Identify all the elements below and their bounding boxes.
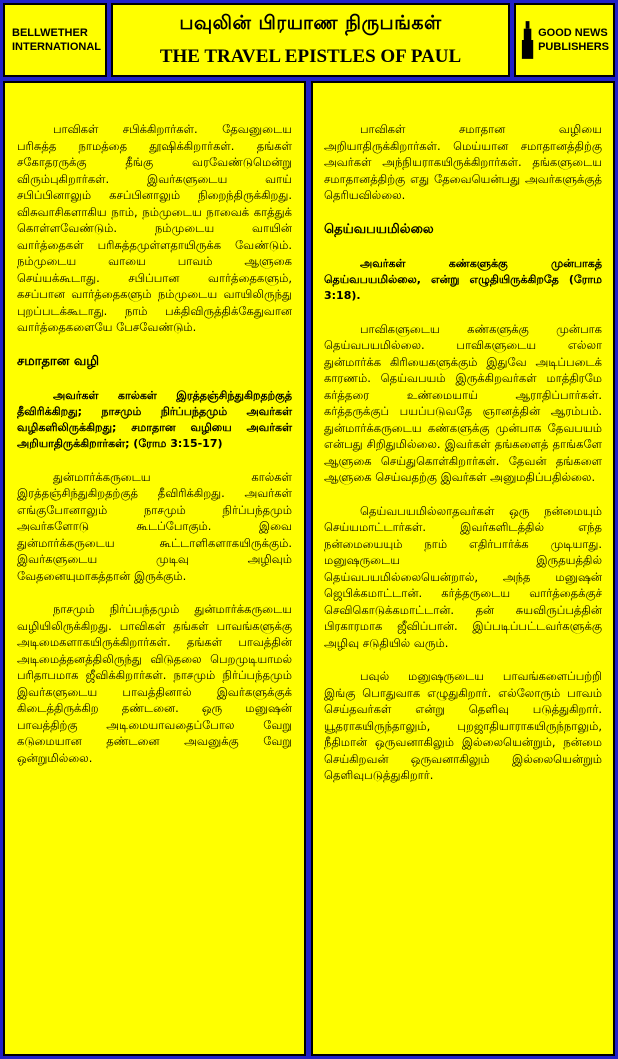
left-column xyxy=(3,81,306,1056)
page-header xyxy=(111,3,510,77)
bellwether-logo xyxy=(3,3,107,77)
right-para-4: பவுல் மனுஷருடைய பாவங்களைப்பற்றி இங்கு பொதுவாக எழுதுகிறார். எல்லோரும் பாவம் செய்தவர்கள் என்று தெளிவு படுத்துகிறார். யூதராகயிருந்தாலும், புறஜாதியாராகயிருந்நாலும், நீதிமான் ஒருவனாகிலும் இல்லையென்றும், நன்மை செய்கிறவன் ஒருவனாகிலும் இல்லையென்றும் தெளிவுபடுத்துகிறார். xyxy=(324,669,602,782)
left-heading: சமாதான வழி xyxy=(17,353,100,369)
right-para-3: தெய்வபயமில்லாதவர்கள் ஒரு நன்மையும் செய்யமாட்டார்கள். இவர்களிடத்தில் எந்த நன்மையையும் நாம் எதிர்பார்க்க முடியாது. மனுஷருடைய இருதயத்தில் தெய்வபயமில்லையென்றால், அந்த மனுஷன் ஜெபிக்கமாட்டான். கர்த்தருடைய வார்த்தைக்குச் செவிகொடுக்கமாட்டான். தன் சுயவிருப்பத்தின் பிரகாரமாக ஜீவிப்பான். இப்படிப்பட்டவர்களுக்கு அழிவு சடுதியில் வரும். xyxy=(324,503,602,650)
title-english: THE TRAVEL EPISTLES OF PAUL xyxy=(159,46,462,67)
left-verse: அவர்கள் கால்கள் இரத்தஞ்சிந்துகிறதற்குத் தீவிரிக்கிறது; நாசமும் நிர்ப்பந்தமும் அவர்கள் வழிகளிலிருக்கிறது; சமாதான வழியை அவர்கள் அறியாதிருக்கிறார்கள்; (ரோம 3:15-17) xyxy=(17,388,292,450)
logo-right-line2: PUBLISHERS xyxy=(538,41,609,53)
logo-right-line1: GOOD NEWS xyxy=(538,27,608,39)
title-tamil: பவுலின் பிரயாண நிருபங்கள் xyxy=(179,12,442,34)
left-para-1: பாவிகள் சபிக்கிறார்கள். தேவனுடைய பரிசுத்த நாமத்தை தூஷிக்கிறார்கள். தங்கள் சகோதரருக்கு தீங்கு வரவேண்டுமென்று விரும்புகிறார்கள். இவர்களுடைய வாய் சபிப்பினாலும் கசப்பினாலும் நிறைந்திருக்கிறது. விசுவாசிகளாகிய நாம், நம்முடைய நாவைக் காத்துக் கொள்ளவேண்டும். நம்முடைய வாயின் வார்த்தைகள் பரிசுத்தமுள்ளதாயிருக்க வேண்டும். நம்முடைய வாயை பாவம் ஆளுகை செய்யக்கூடாது. சபிப்பான வார்த்தைகளும், கசப்பான வார்த்தைகளும் நம்முடைய வாயிலிருந்து புறப்படக்கூடாது. நாம் பக்திவிருத்திக்கேதுவான வார்த்தைகளையே பேசவேண்டும். xyxy=(17,122,292,334)
right-verse: அவர்கள் கண்களுக்கு முன்பாகத் தெய்வபயமில்லை, என்று எழுதியிருக்கிறதே (ரோம 3:18). xyxy=(324,256,602,302)
left-para-3: நாசமும் நிர்ப்பந்தமும் துன்மார்க்கருடைய வழியிலிருக்கிறது. பாவிகள் தங்கள் பாவங்களுக்கு அடிமைகளாகயிருக்கிறார்கள். தங்கள் பாவத்தின் அடிமைத்தனத்திலிருந்து விடுதலை பெறமுடியாமல் பரிதாபமாக ஜீவிக்கிறார்கள். நாசமும் நிர்ப்பந்தமும் இவர்களுடைய பாவத்தினால் இவர்களுக்குக் கிடைத்திருக்கிற தண்டனை. ஒரு மனுஷன் பாவத்திற்கு அடிமையாவதைப்போல வேறு கடுமையான தண்டனை அவனுக்கு வேறு ஒன்றுமில்லை. xyxy=(17,602,292,765)
logo-left-line2: INTERNATIONAL xyxy=(12,41,102,53)
right-para-2: பாவிகளுடைய கண்களுக்கு முன்பாக தெய்வபயமில்லை. பாவிகளுடைய எல்லா துன்மார்க்க கிரியைகளுக்கும் இதுவே அடிப்படைக் காரணம். தெய்வபயம் இருக்கிறவர்கள் மாத்திரமே கர்த்தரை உண்மையாய் ஆராதிப்பார்கள். கர்த்தருக்குப் பயப்படுவதே ஞானத்தின் ஆரம்பம். துன்மார்க்கருடைய கண்களுக்கு முன்பாக தேவபயம் என்பது சிறிதுமில்லை. இவர்கள் தங்களைத் தாங்களே ஆளுகை செய்துகொள்கிறார்கள். தேவன் தங்களை ஆளுகை செய்வதற்கு இவர்கள் அனுமதிப்பதில்லை. xyxy=(324,321,602,484)
left-para-2: துன்மார்க்கருடைய கால்கள் இரத்தஞ்சிந்துகிறதற்குத் தீவிரிக்கிறது. அவர்கள் எங்குபோனாலும் நாசமும் நிர்ப்பந்தமும் அவர்களோடு கூடப்போகும். இவை துன்மார்க்கருடைய கூட்டாளிகளாகயிருக்கும். இவர்களுடைய முடிவு அழிவும் வேதனையுமாகத்தான் இருக்கும். xyxy=(17,469,292,583)
tower-icon xyxy=(520,20,535,60)
right-para-1: பாவிகள் சமாதான வழியை அறியாதிருக்கிறார்கள். மெய்யான சமாதானத்திற்கு அவர்கள் அந்நியராகயிருக்கிறார்கள். தங்களுடைய சமாதானத்திற்கு எது தேவையென்பது அவர்களுக்குத் தெரியவில்லை. xyxy=(324,122,602,202)
logo-left-line1: BELLWETHER xyxy=(12,27,88,39)
right-column xyxy=(311,81,615,1056)
right-heading: தெய்வபயமில்லை xyxy=(324,221,434,237)
good-news-logo xyxy=(514,3,615,77)
